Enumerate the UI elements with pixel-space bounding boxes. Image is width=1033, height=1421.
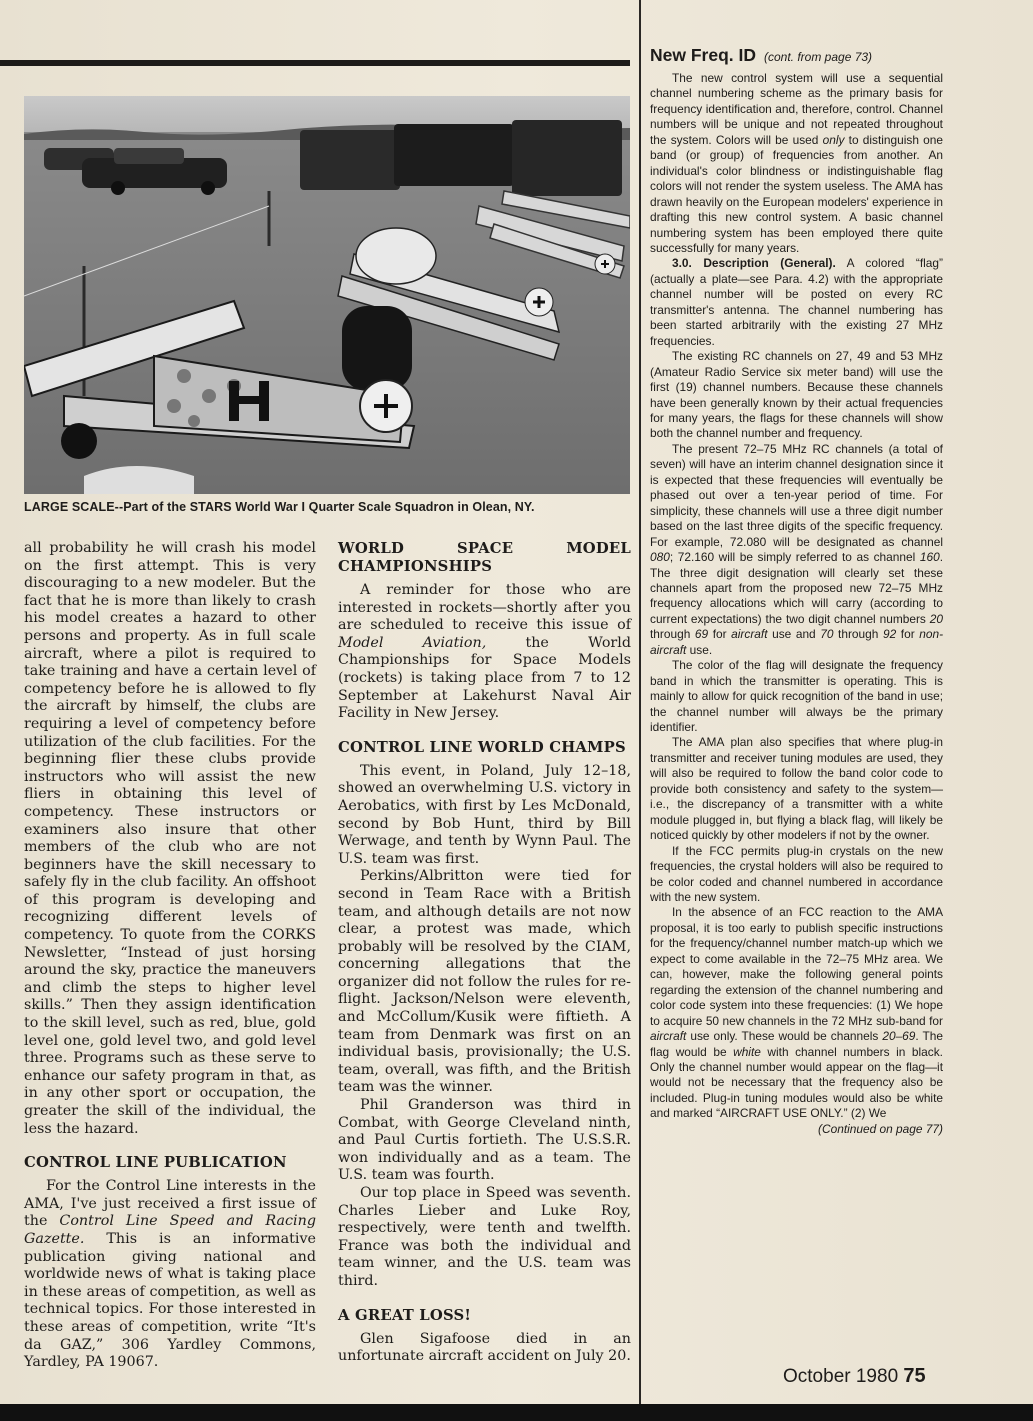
- paragraph: In the absence of an FCC reaction to the AMA proposal, it is too early to publish specific instructions for the frequency/channel number match-up which we expect to come available in the 72–75 MHz area. We can, however, make the following general points regarding the extension of the channel numbering and color code system into these frequencies: (1) We hope to acquire 50 new channels in the 72 MHz sub-band for aircraft use only. These would be channels 20–69. The flag would be white with channel numbers in black. Only the channel number would appear on the flag—it would not be necessary that the frequency also be included. Plug-in tuning modules would also be white and marked “AIRCRAFT USE ONLY.” (2) We: [650, 905, 943, 1121]
- paragraph: Perkins/Albritton were tied for second in Team Race with a British team, and although details are not now clear, a protest was made, which probably will be resolved by the CIAM, concerning allegations that the organizer did not follow the rules for re-flight. Jackson/Nelson were eleventh, and McCollum/Kusik were fiftieth. A team from Denmark was first on an individual basis, provisionally; the U.S. team, overall, was fifth, and the British team was the winner.: [338, 868, 631, 1096]
- paragraph: Glen Sigafoose died in an unfortunate aircraft accident on July 20.: [338, 1330, 631, 1365]
- paragraph: The existing RC channels on 27, 49 and 53 MHz (Amateur Radio Service six meter band) will use the first (19) channel numbers. Because these channels have been generally known by their actual frequencies for many years, the flags for these channels will show both the channel number and frequency.: [650, 349, 943, 441]
- top-rule: [0, 60, 630, 66]
- page-footer: [783, 1365, 926, 1388]
- photo-caption: LARGE SCALE--Part of the STARS World War I Quarter Scale Squadron in Olean, NY.: [24, 500, 535, 514]
- paragraph: Phil Granderson was third in Combat, with George Cleveland ninth, and Paul Curtis fortieth. The U.S.S.R. won individually and as a team. The U.S. team was fourth.: [338, 1097, 631, 1184]
- paragraph: This event, in Poland, July 12–18, showed an overwhelming U.S. victory in Aerobatics, with first by Les McDonald, second by Bob Hunt, third by Bill Werwage, and tenth by Wynn Paul. The U.S. team was first.: [338, 762, 631, 867]
- paragraph: The color of the flag will designate the frequency band in which the transmitter is operating. This is mainly to allow for quick recognition of the band in use; the channel number will always be the primary identifier.: [650, 658, 943, 735]
- paragraph: For the Control Line interests in the AMA, I've just received a first issue of the Control Line Speed and Racing Gazette. This is an informative publication giving national and worldwide news of what is taking place in these areas of competition, as well as technical topics. For those interested in these areas of competition, write “It's da GAZ,” 306 Yardley Commons, Yardley, PA 19067.: [24, 1178, 316, 1371]
- paragraph: The AMA plan also specifies that where plug-in transmitter and receiver tuning modules are used, they will also be required to follow the band color code to provide both consistency and safety to the system—i.e., the discrepancy of a transmitter with a white module plugged in, but flying a black flag, will likely be noticed quickly by other modelers if not by the owner.: [650, 735, 943, 843]
- section-title-line: [650, 44, 943, 68]
- column-divider: [639, 0, 641, 1404]
- bottom-edge: [0, 1404, 1033, 1421]
- heading-a-great-loss: A GREAT LOSS!: [338, 1306, 472, 1324]
- paragraph: 3.0. Description (General). A colored “flag” (actually a plate—see Para. 4.2) with the appropriate channel number will be posted on every RC transmitter's antenna. The channel numbering has been started arbitrarily with the existing 27 MHz frequencies.: [650, 256, 943, 348]
- column-left: [24, 540, 316, 1372]
- photo-model-biplanes: [24, 96, 630, 494]
- paragraph: all probability he will crash his model on the first attempt. This is very discouraging to a new modeler. But the fact that he is more than likely to crash his model creates a hazard to other persons and property. As in full scale aircraft, where a pilot is required to take training and have a certain level of competency before he is allowed to fly the aircraft by himself, the clubs are requiring a level of competency before utilization of the club facilities. For the beginning flier these clubs provide instructors who will assist the new fliers in obtaining this level of competency. These instructors or examiners also insure that other members of the club who are not beginners have the skill necessary to safely fly in the club facility. An offshoot of this program is developing and recognizing different levels of competency. To quote from the CORKS Newsletter, “Instead of just horsing around the sky, practice the maneuvers and climb the steps to higher level skills.” Then they assign identification to the skill level, such as red, blue, gold level one, gold level two, and gold level three. Programs such as these serve to enhance our safety program in that, as in any other sport or occupation, the greater the skill of the individual, the less the hazard.: [24, 540, 316, 1137]
- paragraph: A reminder for those who are interested in rockets—shortly after you are scheduled to receive this issue of Model Aviation, the World Championships for Space Models (rockets) is taking place from 7 to 12 September at Lakehurst Naval Air Facility in New Jersey.: [338, 582, 631, 722]
- paragraph: The present 72–75 MHz RC channels (a total of seven) will have an interim channel designation since it is expected that these frequencies will eventually be phased out over a ten-year period of time. For simplicity, these channels will use a three digit number based on the last three digits of the specific frequency. For example, 72.080 will be designated as channel 080; 72.160 will be simply referred to as channel 160. The three digit designation will clearly set these channels apart from the proposed new 72–75 MHz frequency allocations which will carry (according to current expectations) the two digit channel numbers 20 through 69 for aircraft use and 70 through 92 for non-aircraft use.: [650, 441, 944, 657]
- column-right: [650, 44, 943, 1137]
- section-title: New Freq. ID: [650, 45, 756, 65]
- issue-date: October 1980: [783, 1366, 899, 1387]
- heading-world-space-model: WORLD SPACE MODEL CHAMPIONSHIPS: [338, 540, 631, 575]
- continued-on: (Continued on page 77): [818, 1121, 943, 1136]
- continued-from: (cont. from page 73): [764, 50, 873, 64]
- paragraph: Our top place in Speed was seventh. Charles Lieber and Luke Roy, respectively, were tenth and twelfth. France was both the individual and team winner, and the U.S. team was third.: [338, 1185, 631, 1289]
- photo-of-model-biplanes-icon: [24, 96, 630, 494]
- heading-control-line-publication: CONTROL LINE PUBLICATION: [24, 1154, 287, 1172]
- paragraph: The new control system will use a sequential channel numbering scheme as the primary basis for frequency identification and, therefore, control. Channel numbers will be unique and not repeated throughout the system. Colors will be used only to distinguish one band (or group) of frequencies from another. An individual's color blindness or indistinguishable flag colors will not render the system useless. The AMA has drawn heavily on the European modelers' experience in drafting this new control system. A basic channel numbering system has been employed there quite successfully for many years.: [650, 71, 943, 255]
- paragraph: If the FCC permits plug-in crystals on the new frequencies, the crystal holders will also be required to be color coded and channel numbered in accordance with the new system.: [650, 843, 943, 905]
- page-number: 75: [903, 1365, 926, 1387]
- column-middle: [338, 540, 631, 1366]
- heading-control-line-world-champs: CONTROL LINE WORLD CHAMPS: [338, 738, 626, 756]
